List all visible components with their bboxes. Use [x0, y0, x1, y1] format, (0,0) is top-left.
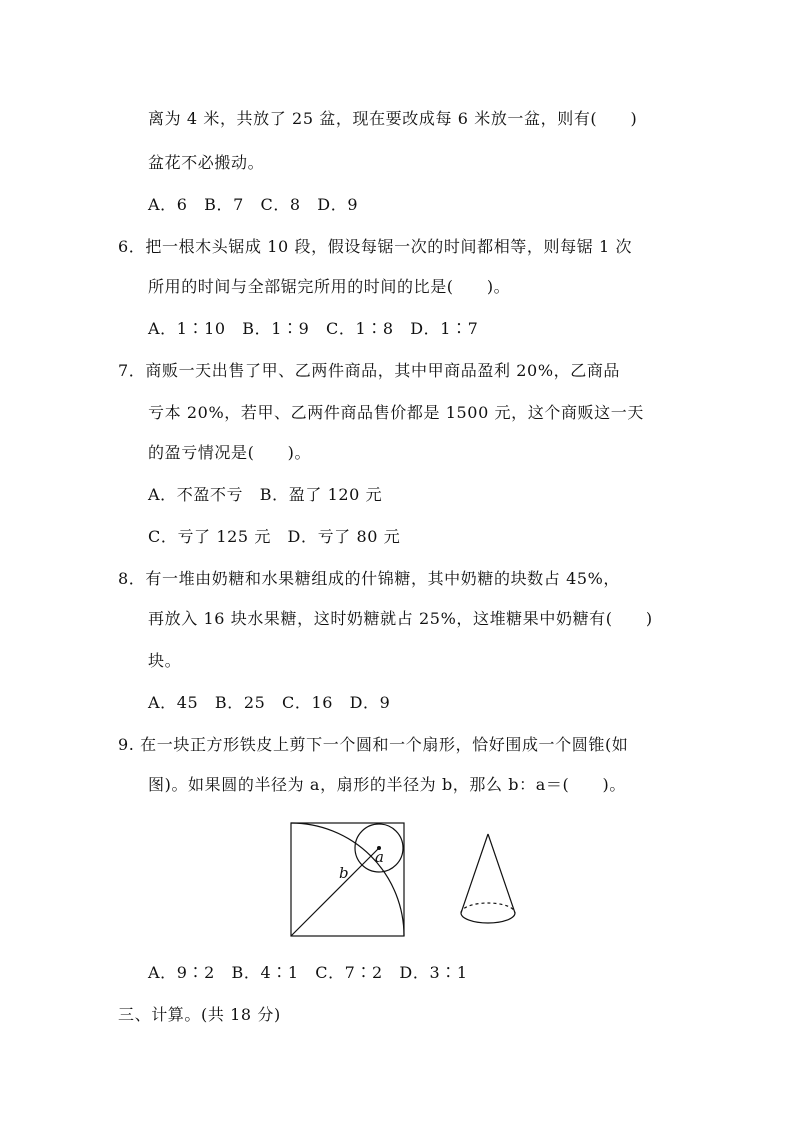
- q7-text-line-3: 的盈亏情况是( )。: [148, 443, 312, 462]
- cone-left-edge: [461, 834, 488, 913]
- cone-base-front: [461, 913, 515, 923]
- label-a: a: [375, 848, 384, 866]
- cone-base-back: [461, 903, 515, 913]
- q9-text-line-1: 9. 在一块正方形铁皮上剪下一个圆和一个扇形，恰好围成一个圆锥(如: [118, 735, 629, 754]
- q9-text-line-2: 图)。如果圆的半径为 a，扇形的半径为 b，那么 b：a＝( )。: [148, 775, 626, 794]
- q9-options: A．9∶2 B．4∶1 C．7∶2 D．3∶1: [148, 963, 468, 982]
- q5-text-line-1: 离为 4 米，共放了 25 盆，现在要改成每 6 米放一盆，则有( ): [148, 109, 638, 128]
- q7-text-line-2: 亏本 20%，若甲、乙两件商品售价都是 1500 元，这个商贩这一天: [148, 403, 644, 422]
- q5-text-line-2: 盆花不必搬动。: [148, 153, 265, 172]
- q8-options: A．45 B．25 C．16 D．9: [148, 693, 391, 712]
- sector-radius: [291, 848, 379, 936]
- q6-text-line-2: 所用的时间与全部锯完所用的时间的比是( )。: [148, 277, 511, 296]
- q7-options-row-1: A．不盈不亏 B．盈了 120 元: [148, 485, 383, 504]
- q6-options: A．1∶10 B．1∶9 C．1∶8 D．1∶7: [148, 319, 479, 338]
- q8-text-line-1: 8．有一堆由奶糖和水果糖组成的什锦糖，其中奶糖的块数占 45%，: [118, 569, 621, 588]
- q6-text-line-1: 6．把一根木头锯成 10 段，假设每锯一次的时间都相等，则每锯 1 次: [118, 237, 633, 256]
- label-b: b: [339, 864, 349, 882]
- q8-text-line-3: 块。: [148, 651, 182, 670]
- cone-right-edge: [488, 834, 515, 913]
- q8-text-line-2: 再放入 16 块水果糖，这时奶糖就占 25%，这堆糖果中奶糖有( ): [148, 609, 653, 628]
- q7-options-row-2: C．亏了 125 元 D．亏了 80 元: [148, 527, 401, 546]
- q5-options: A．6 B．7 C．8 D．9: [148, 195, 359, 214]
- q7-text-line-1: 7．商贩一天出售了甲、乙两件商品，其中甲商品盈利 20%，乙商品: [118, 361, 621, 380]
- section-3-heading: 三、计算。(共 18 分): [118, 1005, 281, 1024]
